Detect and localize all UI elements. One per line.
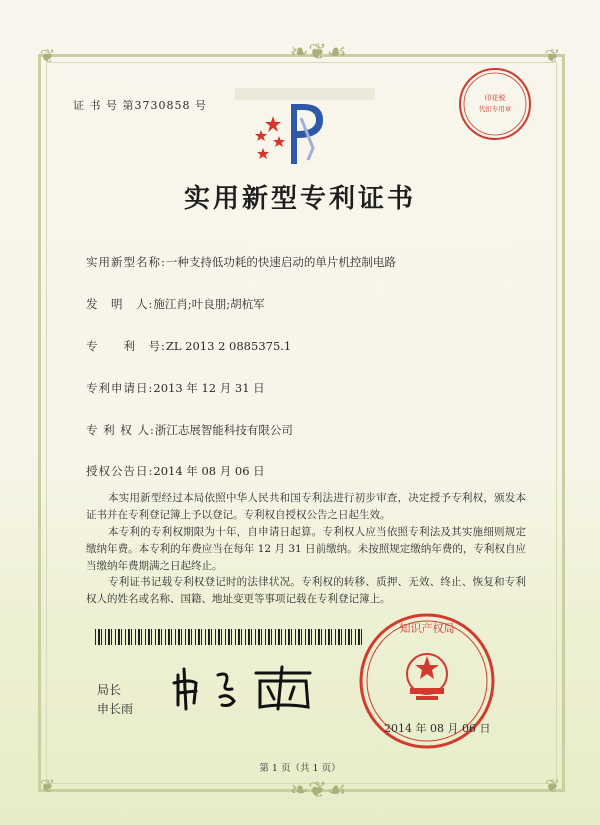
tax-stamp-seal-icon: [457, 66, 533, 142]
corner-ornament-icon: ❦: [40, 46, 56, 67]
field-value: 2014 年 08 月 06 日: [153, 464, 265, 478]
field-label: 授权公告日:: [86, 464, 154, 478]
patentee-field: [86, 422, 293, 438]
field-label: 实用新型名称:: [86, 255, 166, 269]
field-label: 专 利 权 人:: [86, 423, 155, 437]
inventor-field: [86, 296, 265, 312]
top-scroll-ornament-icon: ❧❦☙: [290, 40, 347, 65]
seal-date: 2014 年 08 月 06 日: [384, 722, 491, 735]
utility-model-name-field: [86, 254, 396, 270]
corner-ornament-icon: ❦: [545, 776, 561, 797]
field-label: 专 利 号:: [86, 339, 166, 353]
svg-text:知识产权局: 知识产权局: [399, 622, 455, 635]
field-value: 一种支持低功耗的快速启动的单片机控制电路: [165, 255, 396, 269]
field-value: 浙江志展智能科技有限公司: [154, 423, 293, 437]
corner-ornament-icon: ❦: [545, 46, 561, 67]
field-value: ZL 2013 2 0885375.1: [165, 339, 292, 353]
svg-text:印花税: 印花税: [484, 94, 506, 102]
field-label: 专利申请日:: [86, 381, 154, 395]
bottom-scroll-ornament-icon: ❧❦☙: [290, 778, 347, 803]
field-label: 发 明 人:: [86, 297, 154, 311]
barcode: [95, 629, 365, 645]
patent-number-field: [86, 338, 291, 354]
grant-date-field: [86, 463, 265, 479]
body-paragraph: 专利证书记载专利权登记时的法律状况。专利权的转移、质押、无效、终止、恢复和专利权人的姓名或名称、国籍、地址变更等事项记载在专利登记簿上。: [86, 576, 526, 605]
svg-text:代扣专用章: 代扣专用章: [478, 105, 512, 113]
bureau-name: 申长雨: [97, 702, 134, 716]
page-title: 实用新型专利证书: [183, 184, 416, 214]
body-paragraph: 本专利的专利权期限为十年，自申请日起算。专利权人应当依照专利法及其实施细则规定缴纳年费。本专利的年费应当在每年 12 月 31 日前缴纳。未按照规定缴纳年费的，专利权自应当缴纳年费期满之日起终止。: [86, 526, 526, 572]
page-footer: 第 1 页（共 1 页）: [259, 763, 341, 774]
corner-ornament-icon: ❦: [40, 776, 56, 797]
field-value: 施江肖;叶良朋;胡杭军: [153, 297, 265, 311]
certificate-number: 证 书 号 第3730858 号: [73, 99, 207, 112]
body-paragraph: 本实用新型经过本局依照中华人民共和国专利法进行初步审查，决定授予专利权，颁发本证书并在专利登记簿上予以登记。专利权自授权公告之日起生效。: [86, 492, 526, 521]
bureau-title: 局长: [97, 683, 122, 697]
patent-office-logo-icon: [253, 98, 345, 168]
application-date-field: [86, 380, 265, 396]
handwritten-signature-icon: [170, 665, 320, 711]
field-value: 2013 年 12 月 31 日: [153, 381, 265, 395]
